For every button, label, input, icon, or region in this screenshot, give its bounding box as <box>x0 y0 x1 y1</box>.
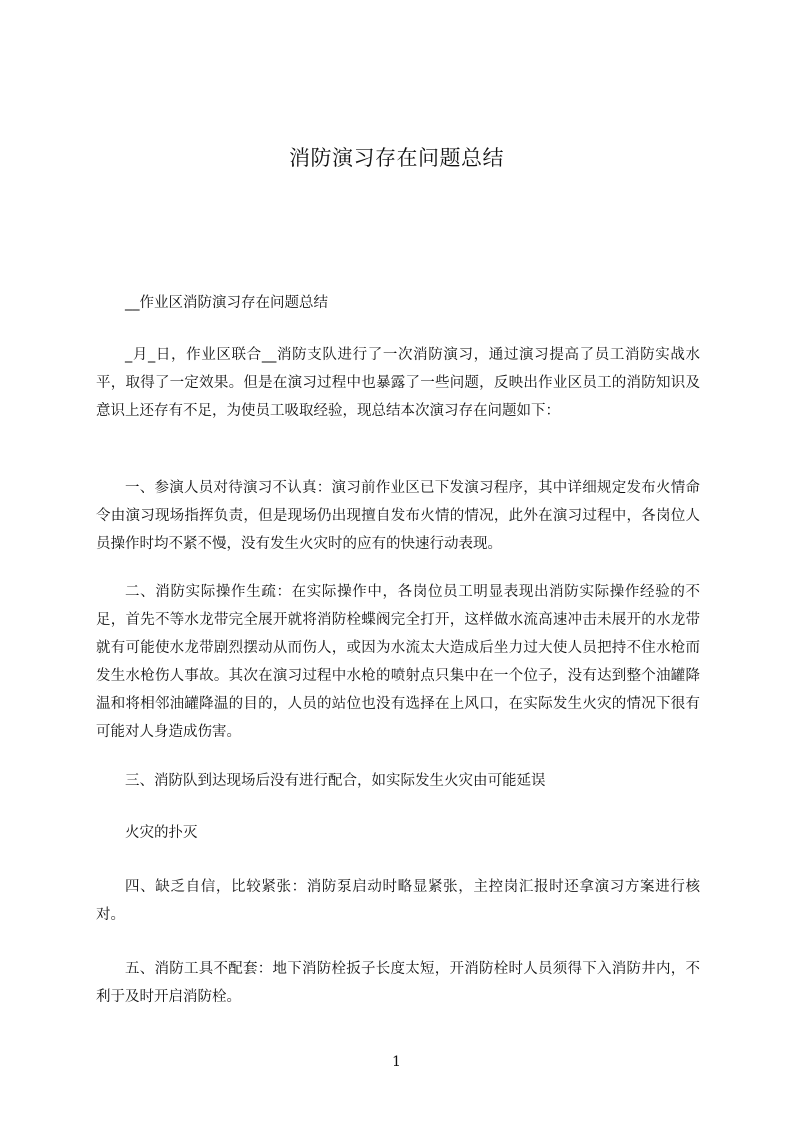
document-title: 消防演习存在问题总结 <box>289 146 504 170</box>
paragraph: 火灾的扑灭 <box>125 825 198 841</box>
paragraph-intro <box>96 341 700 425</box>
paragraph-issue-2 <box>96 578 700 746</box>
paragraph: 四、缺乏自信，比较紧张：消防泵启动时略显紧张，主控岗汇报时还拿演习方案进行核对。 <box>96 879 700 923</box>
paragraph-issue-5 <box>96 955 700 1011</box>
paragraph-issue-3-continued <box>96 819 700 847</box>
paragraph: __作业区消防演习存在问题总结 <box>125 295 328 311</box>
paragraph: 五、消防工具不配套：地下消防栓扳子长度太短，开消防栓时人员须得下入消防井内，不利于及时开启消防栓。 <box>96 961 700 1005</box>
page-number: 1 <box>392 1054 401 1070</box>
paragraph: 三、消防队到达现场后没有进行配合，如实际发生火灾由可能延误 <box>125 773 546 789</box>
paragraph-issue-3 <box>96 767 700 795</box>
paragraph-issue-4 <box>96 873 700 929</box>
paragraph: _月_日，作业区联合__消防支队进行了一次消防演习，通过演习提高了员工消防实战水平，取得了一定效果。但是在演习过程中也暴露了一些问题，反映出作业区员工的消防知识及意识上还存有不足，为使员工吸取经验，现总结本次演习存在问题如下： <box>96 347 700 419</box>
paragraph-heading <box>96 289 700 317</box>
paragraph-issue-1 <box>96 474 700 558</box>
paragraph: 一、参演人员对待演习不认真：演习前作业区已下发演习程序，其中详细规定发布火情命令由演习现场指挥负责，但是现场仍出现擅自发布火情的情况，此外在演习过程中，各岗位人员操作时均不紧不慢，没有发生火灾时的应有的快速行动表现。 <box>96 480 700 552</box>
paragraph: 二、消防实际操作生疏：在实际操作中，各岗位员工明显表现出消防实际操作经验的不足，首先不等水龙带完全展开就将消防栓蝶阀完全打开，这样做水流高速冲击未展开的水龙带就有可能使水龙带剧烈摆动从而伤人，或因为水流太大造成后坐力过大使人员把持不住水枪而发生水枪伤人事故。其次在演习过程中水枪的喷射点只集中在一个位子，没有达到整个油罐降温和将相邻油罐降温的目的，人员的站位也没有选择在上风口，在实际发生火灾的情况下很有可能对人身造成伤害。 <box>96 584 700 740</box>
